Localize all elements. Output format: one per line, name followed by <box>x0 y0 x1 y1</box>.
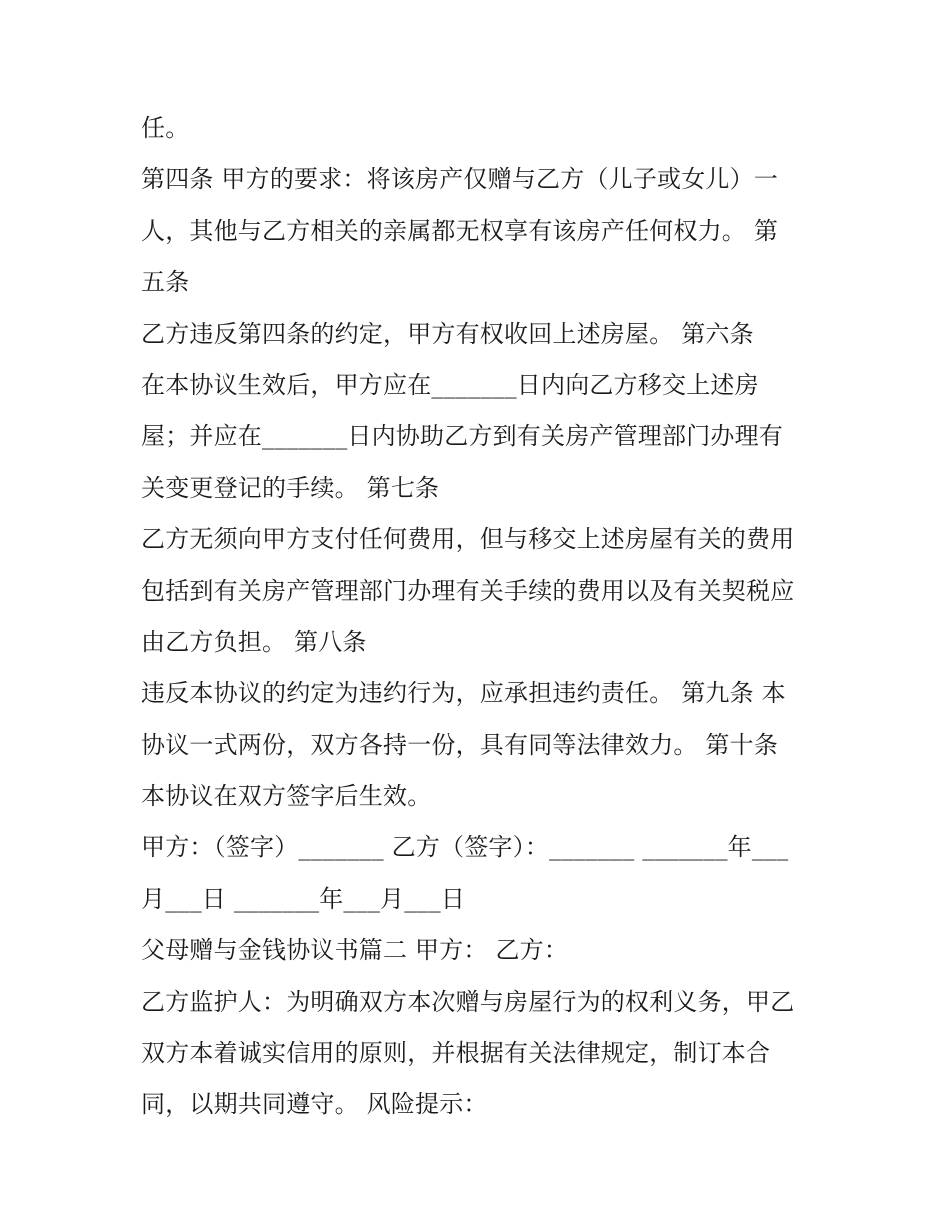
text-line: 五条 <box>141 268 190 297</box>
text-line: 屋；并应在_______日内协助乙方到有关房产管理部门办理有 <box>141 422 783 451</box>
text-line: 本协议在双方签字后生效。 <box>141 782 432 811</box>
text-line: 包括到有关房产管理部门办理有关手续的费用以及有关契税应 <box>141 576 795 605</box>
text-line: 任。 <box>141 114 190 142</box>
date-line: 月___日 _______年___月___日 <box>141 884 466 913</box>
text-line: 违反本协议的约定为违约行为，应承担违约责任。 第九条 本 <box>141 679 786 708</box>
text-line: 在本协议生效后，甲方应在_______日内向乙方移交上述房 <box>141 370 759 399</box>
text-line: 第四条 甲方的要求：将该房产仅赠与乙方（儿子或女儿）一 <box>141 165 779 194</box>
text-line: 乙方无须向甲方支付任何费用，但与移交上述房屋有关的费用 <box>141 525 795 554</box>
document-body <box>141 103 821 1131</box>
text-line: 双方本着诚实信用的原则，并根据有关法律规定，制订本合 <box>141 1039 771 1068</box>
section-heading: 父母赠与金钱协议书篇二 甲方： 乙方： <box>141 936 569 965</box>
text-line: 协议一式两份，双方各持一份，具有同等法律效力。 第十条 <box>141 730 779 759</box>
text-line: 同，以期共同遵守。 风险提示： <box>141 1090 488 1119</box>
signature-line: 甲方：（签字）_______ 乙方（签字）：_______ _______年___ <box>141 833 789 862</box>
text-line: 由乙方负担。 第八条 <box>141 627 367 656</box>
text-line: 乙方监护人：为明确双方本次赠与房屋行为的权利义务，甲乙 <box>141 987 795 1016</box>
text-line: 关变更登记的手续。 第七条 <box>141 473 440 502</box>
text-line: 乙方违反第四条的约定，甲方有权收回上述房屋。 第六条 <box>141 319 754 348</box>
text-line: 人，其他与乙方相关的亲属都无权享有该房产任何权力。 第 <box>141 216 779 245</box>
